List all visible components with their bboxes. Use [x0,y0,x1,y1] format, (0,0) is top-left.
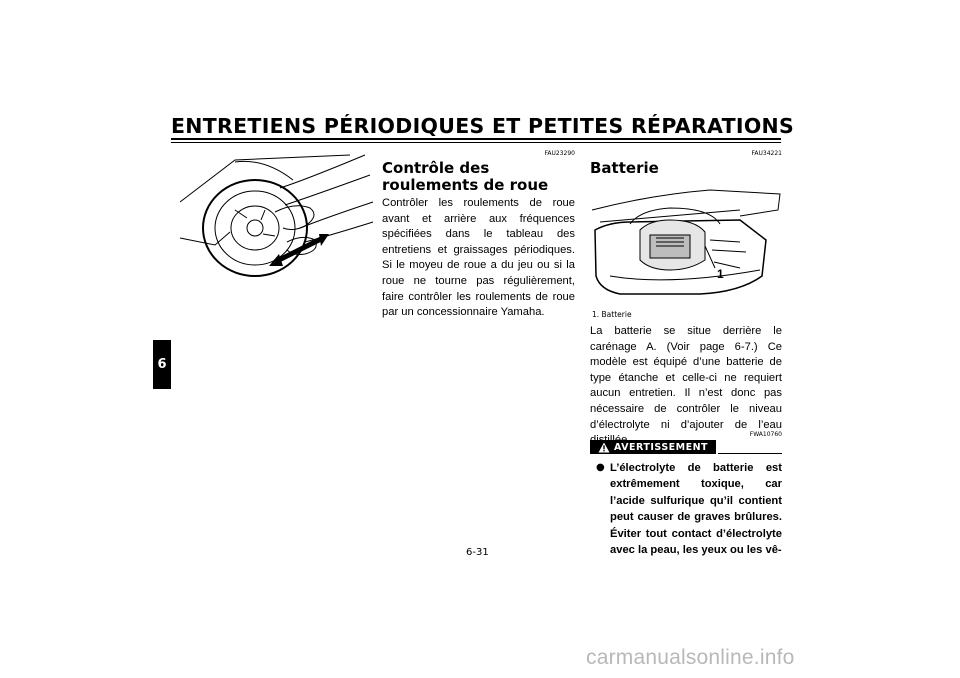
section-code: FAU34221 [751,150,782,157]
warning-label: AVERTISSEMENT [613,441,709,453]
warning-text: L’électrolyte de batterie est extrêmement toxique, car l’acide sulfurique qu’il contient peut causer de graves brûlures. Éviter tout contact d’électrolyte avec la peau, les yeux ou les vê- [610,462,782,557]
warning-list-item [596,460,782,558]
warning-header [590,440,782,456]
chapter-tab: 6 [153,340,171,389]
double-arrow-icon [269,234,329,266]
section-heading-battery: Batterie [590,159,659,177]
figure-callout: 1 [717,267,724,281]
warning-rule [718,453,782,454]
page-header-title: ENTRETIENS PÉRIODIQUES ET PETITES RÉPARATIONS [171,114,795,138]
page-number: 6-31 [466,547,489,558]
section-heading-wheel-bearings: Contrôle des roulements de roue [382,159,549,194]
header-rule-thin [171,142,781,143]
bullet-icon: ● [596,462,605,473]
watermark: carmanualsonline.info [586,646,795,669]
wheel-bearing-illustration [175,150,375,280]
battery-location-illustration [590,180,782,305]
section-body-wheel-bearings: Contrôler les roulements de roue avant et arrière aux fréquences spécifiées dans le tableau des entretiens et graissages périodiques. Si le moyeu de roue a du jeu ou si la roue ne tourne pas régulièrement, faire contrôler les roulements de roue par un concessionnaire Yamaha. [382,197,575,319]
warning-triangle-icon [598,442,610,453]
section-code: FAU23290 [544,150,575,157]
figure-caption: 1. Batterie [592,310,632,319]
section-body-battery: La batterie se situe derrière le carénage A. (Voir page 6-7.) Ce modèle est équipé d’une batterie de type étanche et celle-ci ne requiert aucun entretien. Il n’est donc pas nécessaire de contrôler le niveau d’électrolyte ni d’ajouter de l’eau [590,325,782,431]
warning-code: FWA10760 [749,431,782,438]
header-rule-thick [171,138,781,140]
